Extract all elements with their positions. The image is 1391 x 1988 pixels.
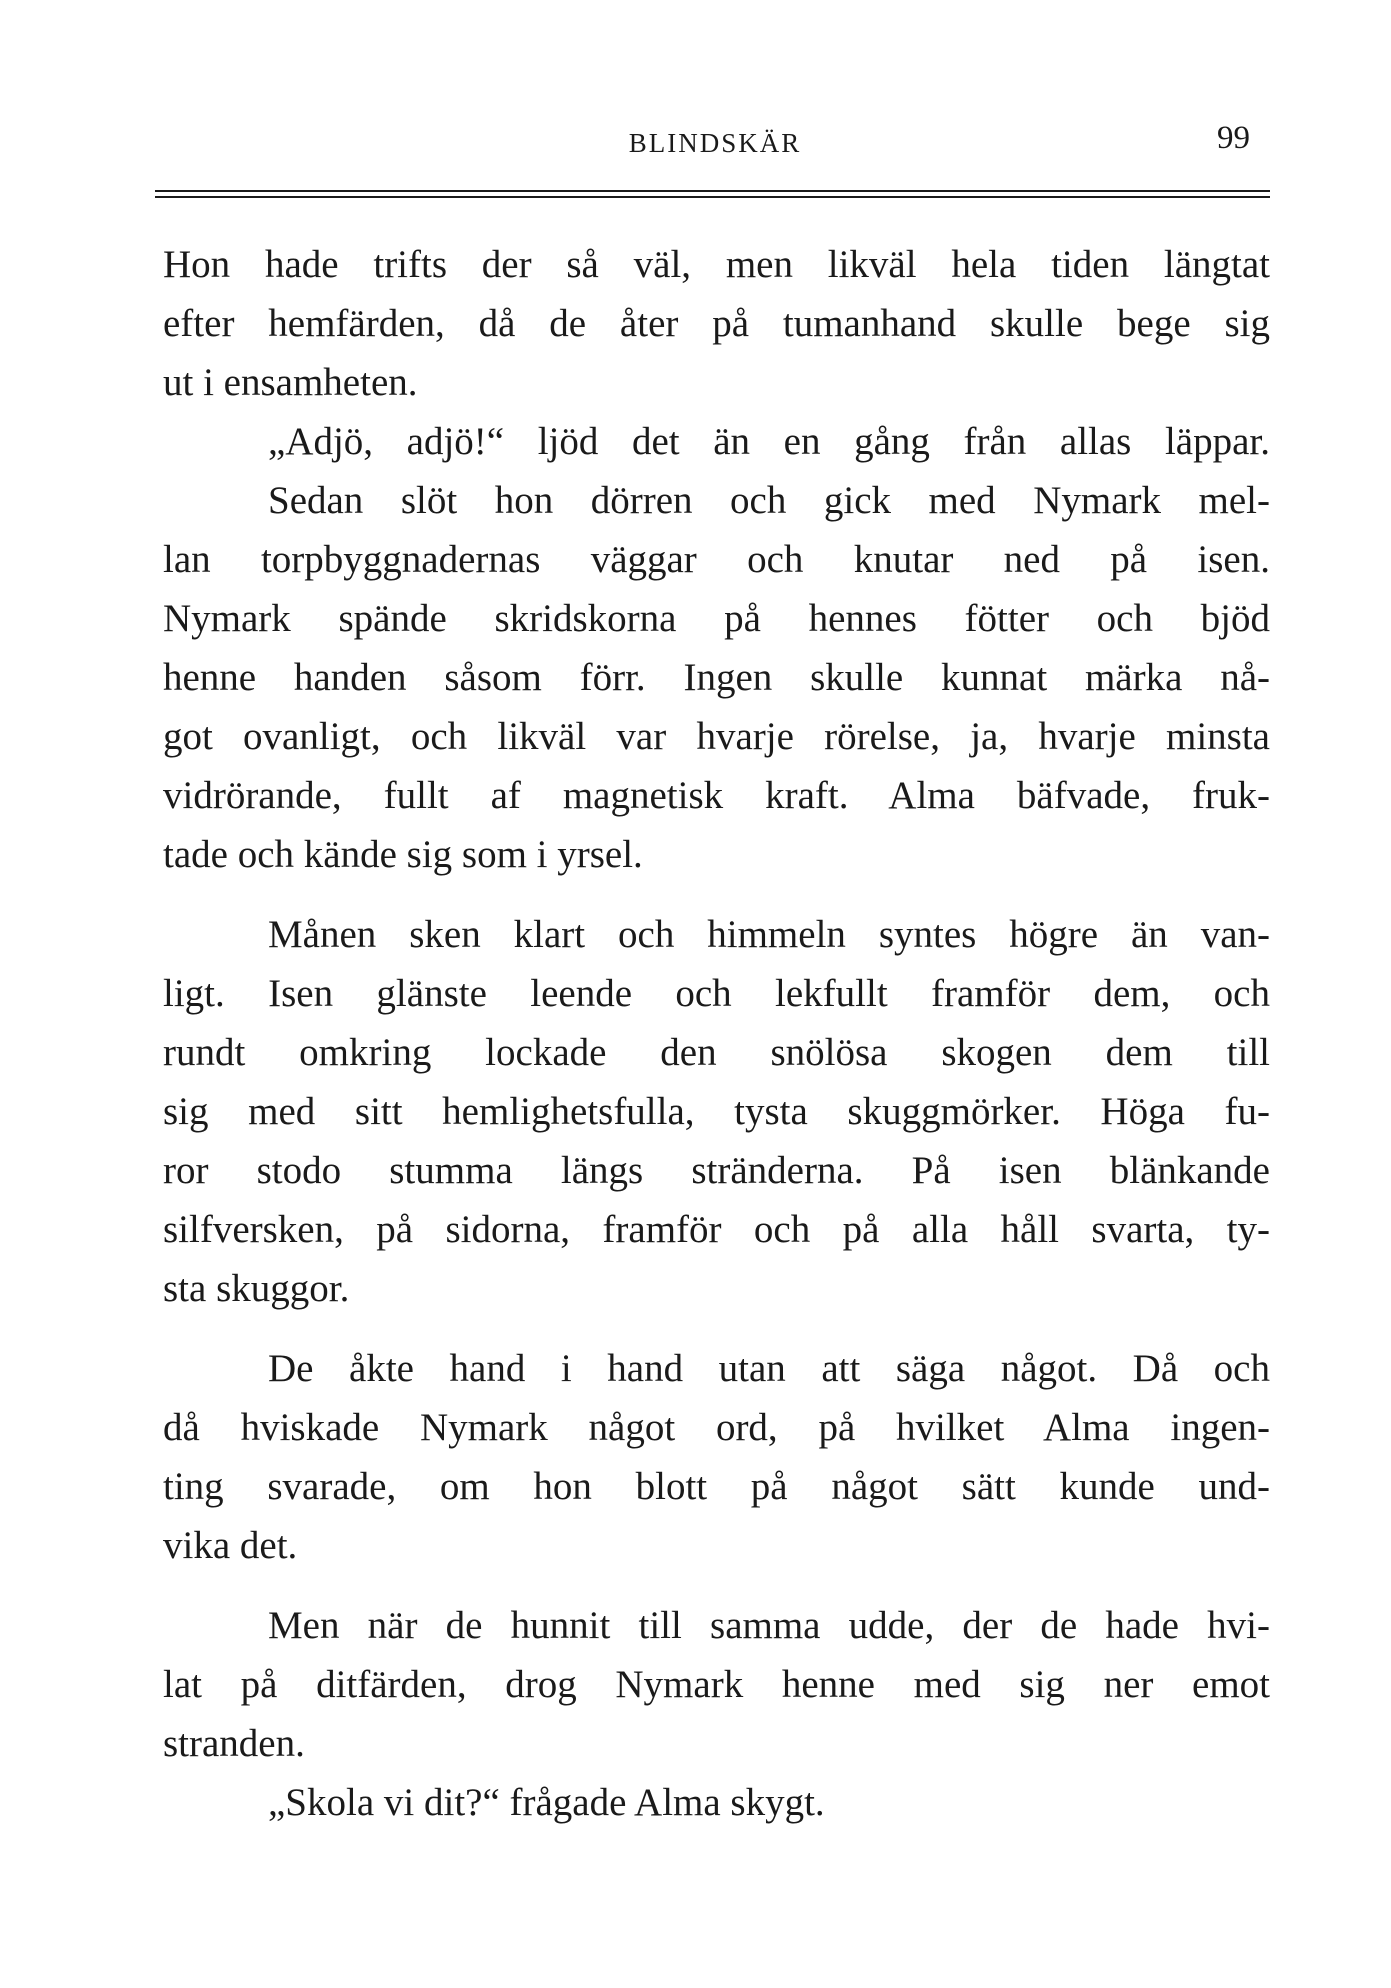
- text-line: Men när de hunnit till samma udde, der de hade hvi-: [268, 1604, 1270, 1647]
- text-line: De åkte hand i hand utan att säga något. Då och: [268, 1347, 1270, 1390]
- paragraph: [163, 471, 1270, 884]
- header-rule-top: [155, 190, 1270, 192]
- text-line: henne handen såsom förr. Ingen skulle kunnat märka nå-: [163, 656, 1270, 699]
- text-line: ror stodo stumma längs stränderna. På isen blänkande: [163, 1149, 1270, 1192]
- paragraph: [163, 1596, 1270, 1773]
- text-line: Månen sken klart och himmeln syntes högre än van-: [268, 913, 1270, 956]
- text-line: „Adjö, adjö!“ ljöd det än en gång från allas läppar.: [268, 420, 1270, 463]
- text-line: Nymark spände skridskorna på hennes fötter och bjöd: [163, 597, 1270, 640]
- running-title: BLINDSKÄR: [628, 128, 802, 158]
- text-line: ting svarade, om hon blott på något sätt kunde und-: [163, 1465, 1270, 1508]
- text-line: ligt. Isen glänste leende och lekfullt framför dem, och: [163, 972, 1270, 1015]
- text-line: då hviskade Nymark något ord, på hvilket Alma ingen-: [163, 1406, 1270, 1449]
- paragraph: [163, 412, 1270, 471]
- text-line: got ovanligt, och likväl var hvarje rörelse, ja, hvarje minsta: [163, 715, 1270, 758]
- paragraph: [163, 1339, 1270, 1575]
- text-line: sig med sitt hemlighetsfulla, tysta skuggmörker. Höga fu-: [163, 1090, 1270, 1133]
- text-line: tade och kände sig som i yrsel.: [163, 833, 643, 876]
- header-rule-bottom: [155, 196, 1270, 198]
- text-line: vidrörande, fullt af magnetisk kraft. Alma bäfvade, fruk-: [163, 774, 1270, 817]
- text-line: sta skuggor.: [163, 1267, 350, 1310]
- paragraph: [163, 905, 1270, 1318]
- page-number: 99: [1217, 120, 1250, 156]
- text-line: Hon hade trifts der så väl, men likväl hela tiden längtat: [163, 243, 1270, 286]
- text-line: stranden.: [163, 1722, 305, 1765]
- text-line: silfversken, på sidorna, framför och på alla håll svarta, ty-: [163, 1208, 1270, 1251]
- text-line: rundt omkring lockade den snölösa skogen dem till: [163, 1031, 1270, 1074]
- text-line: Sedan slöt hon dörren och gick med Nymark mel-: [268, 479, 1270, 522]
- text-line: ut i ensamheten.: [163, 361, 418, 404]
- body-text: [163, 235, 1270, 1832]
- text-line: efter hemfärden, då de åter på tumanhand skulle bege sig: [163, 302, 1270, 345]
- paragraph: [163, 1773, 1270, 1832]
- text-line: lat på ditfärden, drog Nymark henne med sig ner emot: [163, 1663, 1270, 1706]
- text-line: „Skola vi dit?“ frågade Alma skygt.: [268, 1781, 825, 1824]
- text-line: vika det.: [163, 1524, 298, 1567]
- running-head: [160, 120, 1270, 180]
- paragraph: [163, 235, 1270, 412]
- text-line: lan torpbyggnadernas väggar och knutar ned på isen.: [163, 538, 1270, 581]
